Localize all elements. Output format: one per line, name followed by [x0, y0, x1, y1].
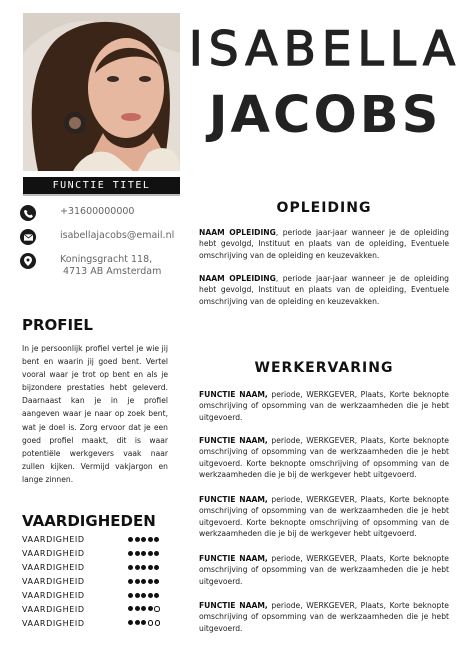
skill-rating [128, 620, 162, 626]
profile-photo [23, 13, 180, 171]
rating-dot-empty [154, 606, 160, 612]
education-text: , periode jaar-jaar wanneer je de opleiding hebt gevolgd, Instituut en plaats van de opleiding, Eventuele omschrijving van de opleiding en keuzevakken. [199, 228, 449, 260]
experience-entry [199, 600, 449, 634]
skills-heading: VAARDIGHEDEN [22, 512, 156, 530]
location-icon [20, 253, 36, 269]
rating-dot-filled [135, 565, 140, 570]
skill-row [22, 588, 162, 602]
rating-dot-filled [128, 620, 133, 625]
experience-text: periode, WERKGEVER, Plaats, Korte beknopte omschrijving of opsomming van de werkzaamheden die je hebt uitgevoerd. [199, 601, 449, 633]
rating-dot-filled [154, 593, 159, 598]
experience-entry [199, 494, 449, 539]
rating-dot-filled [128, 606, 133, 611]
experience-text: periode, WERKGEVER, Plaats, Korte beknopte omschrijving of opsomming van de werkzaamheden die je hebt uitgevoerd. Korte beknopte omschrijving of opsomming van de werkzaamheden die je bij de werkgever hebt uitgevoerd. [199, 436, 449, 479]
education-entry [199, 227, 449, 261]
rating-dot-filled [128, 593, 133, 598]
experience-entry [199, 389, 449, 423]
rating-dot-filled [154, 579, 159, 584]
skill-rating [128, 565, 162, 570]
rating-dot-filled [135, 579, 140, 584]
contact-address [20, 253, 185, 278]
last-name: JACOBS [208, 86, 442, 145]
first-name: ISABELLA [188, 22, 462, 77]
contact-email [20, 229, 185, 245]
rating-dot-filled [141, 620, 146, 625]
skill-row [22, 616, 162, 630]
skill-label: VAARDIGHEID [22, 548, 85, 558]
skills-list [22, 532, 162, 630]
rating-dot-filled [128, 579, 133, 584]
rating-dot-filled [135, 593, 140, 598]
rating-dot-filled [135, 537, 140, 542]
rating-dot-filled [148, 593, 153, 598]
experience-title: FUNCTIE NAAM, [199, 436, 268, 445]
rating-dot-filled [154, 551, 159, 556]
rating-dot-filled [148, 537, 153, 542]
phone-icon [20, 205, 36, 221]
skill-row [22, 574, 162, 588]
job-title-banner: FUNCTIE TITEL [23, 177, 180, 196]
email-text[interactable]: isabellajacobs@email.nl [60, 230, 175, 241]
rating-dot-filled [148, 606, 153, 611]
experience-text: periode, WERKGEVER, Plaats, Korte beknopte omschrijving of opsomming van de werkzaamheden die je hebt uitgevoerd. [199, 390, 449, 422]
skill-row [22, 602, 162, 616]
profile-heading: PROFIEL [22, 316, 93, 334]
rating-dot-empty [148, 620, 154, 626]
rating-dot-empty [155, 620, 161, 626]
experience-title: FUNCTIE NAAM, [199, 554, 268, 563]
address-line1: Koningsgracht 118, [60, 254, 153, 265]
education-text: , periode jaar-jaar wanneer je de opleiding hebt gevolgd, Instituut en plaats van de opleiding, Eventuele omschrijving van de opleiding en keuzevakken. [199, 274, 449, 306]
skill-row [22, 546, 162, 560]
rating-dot-filled [135, 606, 140, 611]
education-title: NAAM OPLEIDING [199, 228, 276, 237]
skill-label: VAARDIGHEID [22, 590, 85, 600]
rating-dot-filled [148, 551, 153, 556]
address-text [60, 253, 161, 278]
experience-text: periode, WERKGEVER, Plaats, Korte beknopte omschrijving of opsomming van de werkzaamheden die je hebt uitgevoerd. Korte beknopte omschrijving of opsomming van de werkzaamheden die je bij de werkgever hebt uitgevoerd. [199, 495, 449, 538]
skill-rating [128, 593, 162, 598]
rating-dot-filled [154, 565, 159, 570]
experience-title: FUNCTIE NAAM, [199, 495, 268, 504]
education-heading: OPLEIDING [276, 200, 372, 216]
rating-dot-filled [141, 593, 146, 598]
skill-label: VAARDIGHEID [22, 604, 85, 614]
rating-dot-filled [128, 565, 133, 570]
skill-rating [128, 579, 162, 584]
rating-dot-filled [154, 537, 159, 542]
skill-label: VAARDIGHEID [22, 562, 85, 572]
rating-dot-filled [148, 579, 153, 584]
rating-dot-filled [141, 551, 146, 556]
experience-heading: WERKERVARING [254, 360, 394, 376]
rating-dot-filled [135, 551, 140, 556]
skill-label: VAARDIGHEID [22, 618, 85, 628]
skill-rating [128, 606, 162, 612]
skill-row [22, 560, 162, 574]
skill-rating [128, 551, 162, 556]
profile-text: In je persoonlijk profiel vertel je wie jij bent en waarin jij goed bent. Vertel vooral waar je trot op bent en als je bijzondere prestaties hebt geleverd. Daarnaast kan je in je profiel aangeven waar je naar op zoek bent, wat je doel is. Zorg ervoor dat je een goed profiel maakt, dit is waar potentiële werkgevers vaak naar zullen kijken. Vermijd vakjargon en lange zinnen. [22, 344, 168, 484]
phone-text: +31600000000 [60, 206, 135, 217]
education-entry [199, 273, 449, 307]
skill-row [22, 532, 162, 546]
skill-label: VAARDIGHEID [22, 534, 85, 544]
rating-dot-filled [128, 551, 133, 556]
experience-title: FUNCTIE NAAM, [199, 390, 268, 399]
rating-dot-filled [141, 537, 146, 542]
education-title: NAAM OPLEIDING [199, 274, 276, 283]
rating-dot-filled [141, 579, 146, 584]
experience-entry [199, 435, 449, 480]
address-line2: 4713 AB Amsterdam [63, 266, 162, 277]
rating-dot-filled [141, 606, 146, 611]
skill-rating [128, 537, 162, 542]
contact-phone [20, 205, 185, 221]
experience-title: FUNCTIE NAAM, [199, 601, 268, 610]
experience-text: periode, WERKGEVER, Plaats, Korte beknopte omschrijving of opsomming van de werkzaamheden die je hebt uitgevoerd. [199, 554, 449, 586]
skill-label: VAARDIGHEID [22, 576, 85, 586]
rating-dot-filled [135, 620, 140, 625]
rating-dot-filled [141, 565, 146, 570]
rating-dot-filled [148, 565, 153, 570]
email-icon [20, 229, 36, 245]
rating-dot-filled [128, 537, 133, 542]
experience-entry [199, 553, 449, 587]
